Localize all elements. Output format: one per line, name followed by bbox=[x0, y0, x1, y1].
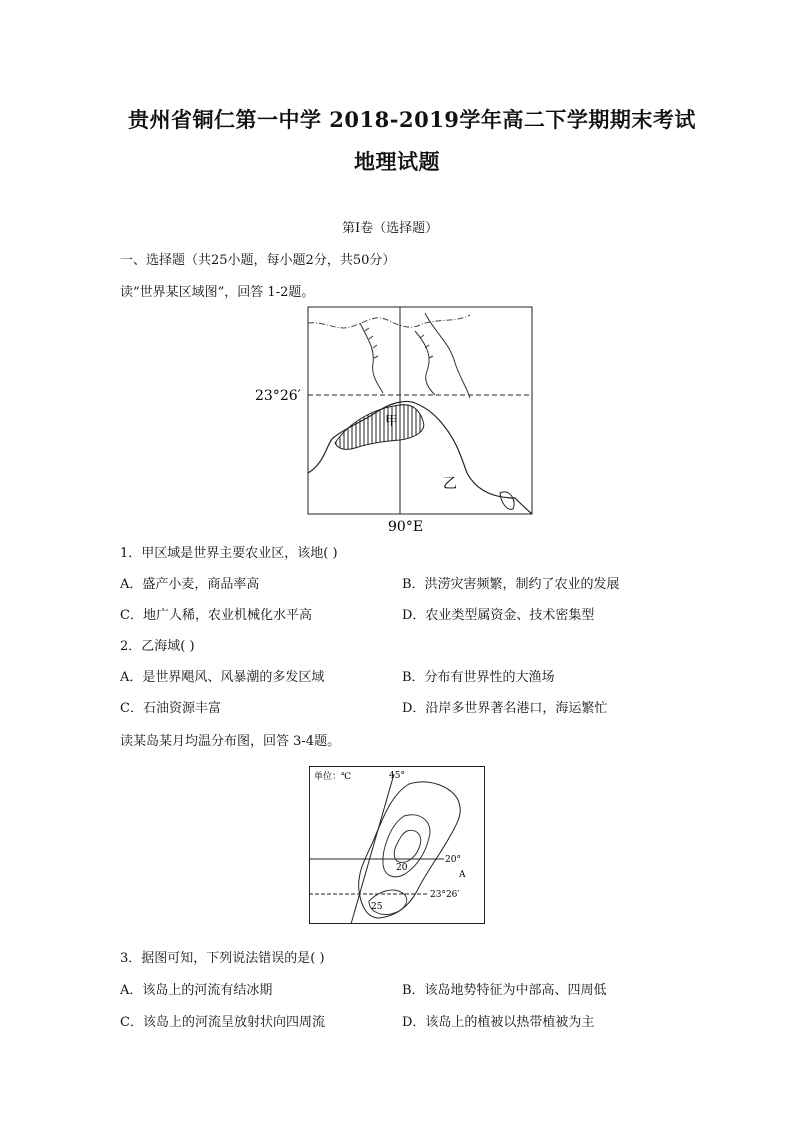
group2-intro: 读某岛某月均温分布图，回答 3-4题。 bbox=[120, 734, 341, 749]
q1-option-b: B．洪涝灾害频繁，制约了农业的发展 bbox=[402, 577, 620, 592]
lat-20-label: 20° bbox=[445, 855, 461, 865]
lon-label: 90°E bbox=[388, 519, 424, 535]
q2-option-c: C．石油资源丰富 bbox=[120, 701, 221, 716]
tropic-label: 23°26′ bbox=[430, 890, 460, 900]
q2-option-a: A．是世界飓风、风暴潮的多发区域 bbox=[120, 670, 325, 685]
q3-option-d: D．该岛上的植被以热带植被为主 bbox=[402, 1015, 595, 1030]
part-label: 第Ⅰ卷（选择题） bbox=[342, 221, 439, 236]
lat-label: 23°26′ bbox=[255, 388, 301, 404]
region-yi-label: 乙 bbox=[443, 476, 457, 492]
exam-title-line2: 地理试题 bbox=[354, 149, 440, 174]
group1-intro: 读“世界某区域图”，回答 1-2题。 bbox=[120, 285, 315, 300]
iso-25-label: 25 bbox=[371, 902, 383, 912]
q1-stem: 1．甲区域是世界主要农业区，该地( ) bbox=[120, 546, 338, 561]
mountain-range bbox=[360, 323, 435, 395]
isotherm-inner bbox=[394, 830, 420, 862]
region-jia-label: 甲 bbox=[385, 414, 399, 429]
q1-option-c: C．地广人稀，农业机械化水平高 bbox=[120, 608, 312, 623]
point-a-label: A bbox=[459, 870, 466, 880]
q1-option-a: A．盛产小麦，商品率高 bbox=[120, 577, 260, 592]
unit-label: 单位：℃ bbox=[314, 772, 352, 782]
exam-title-line1: 贵州省铜仁第一中学 2018-2019学年高二下学期期末考试 bbox=[128, 107, 696, 132]
q2-option-d: D．沿岸多世界著名港口，海运繁忙 bbox=[402, 701, 608, 716]
region-jia bbox=[335, 405, 424, 450]
q3-stem: 3．据图可知，下列说法错误的是( ) bbox=[120, 951, 325, 966]
q3-option-b: B．该岛地势特征为中部高、四周低 bbox=[402, 983, 607, 998]
island-temperature-map bbox=[309, 766, 485, 924]
lon-45-label: 45° bbox=[389, 771, 405, 781]
q2-stem: 2．乙海域( ) bbox=[120, 639, 195, 654]
iso-20-label: 20 bbox=[396, 863, 408, 873]
border-line bbox=[308, 315, 470, 328]
q3-option-a: A．该岛上的河流有结冰期 bbox=[120, 983, 273, 998]
river-line bbox=[425, 313, 470, 398]
mountain-ticks bbox=[365, 328, 433, 358]
q1-option-d: D．农业类型属资金、技术密集型 bbox=[402, 608, 595, 623]
section-heading: 一、选择题（共25小题，每小题2分，共50分） bbox=[120, 253, 396, 268]
world-region-map bbox=[255, 303, 540, 538]
island-east bbox=[500, 492, 514, 509]
q2-option-b: B．分布有世界性的大渔场 bbox=[402, 670, 555, 685]
q3-option-c: C．该岛上的河流呈放射状向四周流 bbox=[120, 1015, 325, 1030]
